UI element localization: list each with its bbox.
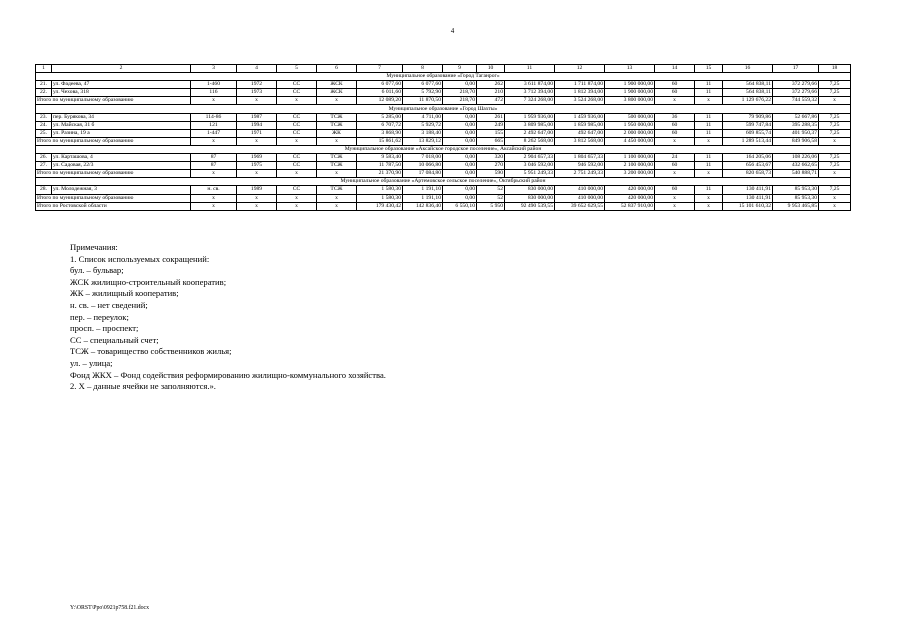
table-cell: 25. [36, 129, 52, 137]
table-cell: 820 658,73 [723, 170, 773, 178]
table-cell: 10 066,80 [403, 162, 443, 170]
table-cell: пер. Бурякова, 34 [52, 113, 191, 121]
table-cell: 114-86 [191, 113, 237, 121]
table-cell: 7,25 [819, 89, 851, 97]
table-cell: ул. Молодежная, 3 [52, 186, 191, 194]
table-cell: СС [277, 162, 317, 170]
section-title: Муниципальное образование «Аксайское городское поселение», Аксайский район [36, 145, 851, 153]
table-cell: 1987 [237, 113, 277, 121]
table-cell: 2 751 249,33 [555, 170, 605, 178]
table-cell: 472 [477, 97, 505, 105]
table-cell: 11 [695, 154, 723, 162]
table-cell: 0,00 [443, 154, 477, 162]
table-cell: 609 855,74 [723, 129, 773, 137]
section-title: Муниципальное образование «Город Шахты» [36, 105, 851, 113]
section-header-row [36, 105, 851, 113]
table-cell: 0,00 [443, 113, 477, 121]
table-cell: 15 861,62 [357, 137, 403, 145]
table-cell: 599 747,84 [723, 121, 773, 129]
column-number-row [36, 65, 851, 73]
total-row [36, 170, 851, 178]
table-cell: х [317, 97, 357, 105]
note-line: ТСЖ – товарищество собственников жилья; [70, 346, 232, 357]
table-cell: 36 [655, 113, 695, 121]
table-cell: 0,00 [443, 194, 477, 202]
table-cell: х [191, 202, 237, 210]
table-cell: 0,00 [443, 129, 477, 137]
column-number-cell: 10 [477, 65, 505, 73]
table-cell: СС [277, 113, 317, 121]
table-cell: 24. [36, 121, 52, 129]
note-line: ЖСК жилищно-строительный кооператив; [70, 276, 227, 287]
table-cell: 79 909,86 [723, 113, 773, 121]
table-cell: 27. [36, 162, 52, 170]
table-row [36, 121, 851, 129]
total-row [36, 194, 851, 202]
table-cell: х [317, 194, 357, 202]
table-cell: 7 324 268,00 [505, 97, 555, 105]
total-label: Итого по муниципальному образованию [36, 194, 191, 202]
table-cell: 7,25 [819, 186, 851, 194]
table-cell: 2 492 647,00 [505, 129, 555, 137]
table-cell: 11 [695, 162, 723, 170]
table-cell: 85 953,30 [773, 186, 819, 194]
table-cell: ул. Чехова, 318 [52, 89, 191, 97]
table-cell: 130 411,91 [723, 194, 773, 202]
table-cell: 28. [36, 186, 52, 194]
table-row [36, 81, 851, 89]
table-cell: 26. [36, 154, 52, 162]
table-cell: 130 411,91 [723, 186, 773, 194]
table-cell: 849 906,58 [773, 137, 819, 145]
table-cell: 3 812 568,00 [555, 137, 605, 145]
table-cell: 116 [191, 89, 237, 97]
note-line: пер. – переулок; [70, 311, 129, 322]
table-cell: х [277, 170, 317, 178]
table-cell: х [317, 137, 357, 145]
column-number-cell: 14 [655, 65, 695, 73]
table-cell: 744 559,32 [773, 97, 819, 105]
table-cell: 11 787,50 [357, 162, 403, 170]
table-cell: ТСЖ [317, 113, 357, 121]
table-cell: х [819, 137, 851, 145]
table-cell: 946 592,00 [555, 162, 605, 170]
table-cell: СС [277, 81, 317, 89]
column-number-cell: 17 [773, 65, 819, 73]
table-cell: 7 018,00 [403, 154, 443, 162]
page-number: 4 [450, 27, 455, 35]
table-cell: 0,00 [443, 81, 477, 89]
table-cell: х [237, 194, 277, 202]
table-cell: 7,25 [819, 154, 851, 162]
table-cell: 420 000,00 [605, 186, 655, 194]
table-cell: 11 [695, 81, 723, 89]
table-cell: ул. Карташова, 4 [52, 154, 191, 162]
table-cell: 60 [655, 129, 695, 137]
table-cell: СС [277, 186, 317, 194]
table-row [36, 129, 851, 137]
table-cell: х [819, 170, 851, 178]
table-cell: 8 262 568,00 [505, 137, 555, 145]
table-cell: 3 809 985,00 [505, 121, 555, 129]
table-cell: 87 [191, 154, 237, 162]
table-cell: 492 647,00 [555, 129, 605, 137]
table-cell: х [819, 202, 851, 210]
table-row [36, 89, 851, 97]
table-cell: 1 580,30 [357, 186, 403, 194]
table-cell: 1 289 513,44 [723, 137, 773, 145]
column-number-cell: 8 [403, 65, 443, 73]
table-cell: 1 959 936,00 [505, 113, 555, 121]
table-cell: 372 279,66 [773, 89, 819, 97]
table-cell: 1-460 [191, 81, 237, 89]
note-line: просп. – проспект; [70, 323, 139, 334]
table-cell: 1972 [237, 81, 277, 89]
table-cell: 1973 [237, 89, 277, 97]
table-cell: 3 611 874,00 [505, 81, 555, 89]
table-cell: 261 [477, 113, 505, 121]
column-number-cell: 15 [695, 65, 723, 73]
table-cell: 1 711 874,00 [555, 81, 605, 89]
table-cell: 7,25 [819, 129, 851, 137]
table-cell: 52 [477, 194, 505, 202]
table-cell: 5 950 [477, 202, 505, 210]
note-line: Фонд ЖКХ – Фонд содействия реформированию жилищно-коммунального хозяйства. [70, 369, 386, 380]
note-line: бул. – бульвар; [70, 265, 124, 276]
notes-heading: Примечания: [70, 242, 118, 252]
table-cell: СС [277, 154, 317, 162]
total-label: Итого по Ростовской области [36, 202, 191, 210]
note-line: СС – специальный счет; [70, 334, 159, 345]
table-cell: 2 000 000,00 [605, 129, 655, 137]
table-cell: 395 288,35 [773, 121, 819, 129]
table-cell: 23. [36, 113, 52, 121]
note-line: ул. – улица; [70, 357, 113, 368]
table-cell: 320 [477, 154, 505, 162]
table-cell: 564 838,11 [723, 89, 773, 97]
table-cell: 3 868,90 [357, 129, 403, 137]
table-cell: 1994 [237, 121, 277, 129]
table-cell: 11 [695, 121, 723, 129]
table-cell: х [237, 170, 277, 178]
table-cell: 6 077,60 [403, 81, 443, 89]
table-cell: 7,25 [819, 81, 851, 89]
table-cell: х [237, 202, 277, 210]
table-cell: 372 279,66 [773, 81, 819, 89]
table-cell: 218,70 [443, 89, 477, 97]
table-cell: 0,00 [443, 121, 477, 129]
table-cell: 92 490 539,55 [505, 202, 555, 210]
table-row [36, 154, 851, 162]
table-cell: 2 904 657,33 [505, 154, 555, 162]
table-cell: 1 191,10 [403, 194, 443, 202]
table-cell: 1 950 000,00 [605, 121, 655, 129]
table-cell: 155 [477, 129, 505, 137]
table-cell: х [695, 194, 723, 202]
table-cell: 85 953,30 [773, 194, 819, 202]
column-number-cell: 6 [317, 65, 357, 73]
table-cell: 420 000,00 [605, 194, 655, 202]
table-cell: х [819, 194, 851, 202]
table-cell: 52 [477, 186, 505, 194]
table-cell: 3 800 000,00 [605, 97, 655, 105]
table-cell: 410 000,00 [555, 186, 605, 194]
table-cell: 1971 [237, 129, 277, 137]
table-cell: 60 [655, 81, 695, 89]
table-cell: 11 [695, 129, 723, 137]
total-row [36, 137, 851, 145]
table-cell: 1975 [237, 162, 277, 170]
table-cell: 2 100 000,00 [605, 162, 655, 170]
table-cell: х [277, 194, 317, 202]
table-cell: 3 200 000,00 [605, 170, 655, 178]
table-cell: х [317, 170, 357, 178]
table-cell: 11 [695, 89, 723, 97]
table-cell: 1 580,30 [357, 194, 403, 202]
table-cell: 210 [477, 89, 505, 97]
table-cell: 4 450 000,00 [605, 137, 655, 145]
table-cell: 21. [36, 81, 52, 89]
table-cell: 1 100 000,00 [605, 154, 655, 162]
table-cell: 540 888,71 [773, 170, 819, 178]
table-cell: х [237, 97, 277, 105]
table-cell: 1 129 676,22 [723, 97, 773, 105]
table-cell: х [237, 137, 277, 145]
note-line: ЖК – жилищный кооператив; [70, 288, 179, 299]
table-cell: ТСЖ [317, 162, 357, 170]
table-cell: 656 453,67 [723, 162, 773, 170]
table-cell: 4 711,00 [403, 113, 443, 121]
table-cell: 13 829,12 [403, 137, 443, 145]
table-cell: 11 [695, 186, 723, 194]
column-number-cell: 9 [443, 65, 477, 73]
table-cell: 270 [477, 162, 505, 170]
buildings-table [35, 64, 851, 211]
table-cell: 1 900 000,00 [605, 89, 655, 97]
notes-section [70, 242, 386, 393]
table-cell: н. св. [191, 186, 237, 194]
table-cell: 52 667,86 [773, 113, 819, 121]
table-cell: х [695, 170, 723, 178]
column-number-cell: 1 [36, 65, 52, 73]
table-cell: 410 000,00 [555, 194, 605, 202]
table-cell: 164 205,06 [723, 154, 773, 162]
note-line: 2. Х – данные ячейки не заполняются.». [70, 381, 216, 392]
table-cell: 9 953 465,85 [773, 202, 819, 210]
table-cell: 60 [655, 89, 695, 97]
column-number-cell: 2 [52, 65, 191, 73]
table-cell: 1 812 394,00 [555, 89, 605, 97]
table-cell: СС [277, 121, 317, 129]
table-cell: ТСЖ [317, 186, 357, 194]
table-cell: 0,00 [443, 186, 477, 194]
table-cell: 6 550,10 [443, 202, 477, 210]
table-cell: х [819, 97, 851, 105]
table-cell: 5 929,72 [403, 121, 443, 129]
table-cell: 830 000,00 [505, 186, 555, 194]
table-cell: 52 837 910,00 [605, 202, 655, 210]
total-row [36, 202, 851, 210]
table-cell: 262 [477, 81, 505, 89]
table-cell: х [191, 170, 237, 178]
table-cell: 3 524 268,00 [555, 97, 605, 105]
table-cell: х [655, 202, 695, 210]
table-cell: х [655, 194, 695, 202]
note-line: 1. Список используемых сокращений: [70, 253, 210, 264]
table-cell: 12 089,20 [357, 97, 403, 105]
table-cell: 249 [477, 121, 505, 129]
table-cell: 60 [655, 186, 695, 194]
table-cell: СС [277, 89, 317, 97]
table-cell: х [277, 137, 317, 145]
table-cell: 564 838,11 [723, 81, 773, 89]
table-cell: 665 [477, 137, 505, 145]
table-cell: 60 [655, 121, 695, 129]
table-cell: 179 430,42 [357, 202, 403, 210]
total-label: Итого по муниципальному образованию [36, 170, 191, 178]
column-number-cell: 5 [277, 65, 317, 73]
table-cell: х [277, 97, 317, 105]
table-cell: ЖСК [317, 89, 357, 97]
table-cell: ЖСК [317, 81, 357, 89]
table-cell: 6 011,60 [357, 89, 403, 97]
note-line: н. св. – нет сведений; [70, 299, 148, 310]
table-cell: х [695, 137, 723, 145]
table-cell: х [695, 202, 723, 210]
table-cell: 3 046 592,00 [505, 162, 555, 170]
table-cell: 1 459 936,00 [555, 113, 605, 121]
table-row [36, 162, 851, 170]
table-cell: 3 188,40 [403, 129, 443, 137]
column-number-cell: 4 [237, 65, 277, 73]
table-cell: х [655, 97, 695, 105]
table-cell: х [191, 194, 237, 202]
table-cell: 87 [191, 162, 237, 170]
table-cell: 0,00 [443, 137, 477, 145]
table-cell: х [191, 137, 237, 145]
table-cell: 24 [655, 154, 695, 162]
file-path-footer: Y:\ORST\Ppo\0921p758.f21.docx [70, 605, 150, 611]
table-cell: 17 084,80 [403, 170, 443, 178]
table-cell: 121 [191, 121, 237, 129]
total-row [36, 97, 851, 105]
section-title: Муниципальное образование «Артемовское сельское поселение», Октябрьский район [36, 178, 851, 186]
table-cell: 3 712 394,00 [505, 89, 555, 97]
table-cell: 9 583,40 [357, 154, 403, 162]
table-cell: 0,00 [443, 170, 477, 178]
table-cell: 432 662,65 [773, 162, 819, 170]
table-cell: 218,70 [443, 97, 477, 105]
table-cell: 6 707,72 [357, 121, 403, 129]
table-cell: 0,00 [443, 162, 477, 170]
column-number-cell: 3 [191, 65, 237, 73]
column-number-cell: 11 [505, 65, 555, 73]
table-cell: ул. Майская, 31 б [52, 121, 191, 129]
table-row [36, 113, 851, 121]
table-cell: СС [277, 129, 317, 137]
table-cell: ТСЖ [317, 154, 357, 162]
column-number-cell: 12 [555, 65, 605, 73]
table-cell: ул. Садовая, 22/3 [52, 162, 191, 170]
table-cell: 1 859 985,00 [555, 121, 605, 129]
table-cell: 1989 [237, 186, 277, 194]
section-header-row [36, 145, 851, 153]
table-cell: 21 370,90 [357, 170, 403, 178]
table-cell: 1-447 [191, 129, 237, 137]
table-cell: х [317, 202, 357, 210]
table-cell: 1969 [237, 154, 277, 162]
table-cell: 15 101 610,32 [723, 202, 773, 210]
table-cell: ТСЖ [317, 121, 357, 129]
table-cell: 108 226,06 [773, 154, 819, 162]
table-cell: 60 [655, 162, 695, 170]
table-cell: 1 900 000,00 [605, 81, 655, 89]
table-cell: 7,25 [819, 162, 851, 170]
table-cell: 590 [477, 170, 505, 178]
table-cell: 11 [695, 113, 723, 121]
table-cell: х [191, 97, 237, 105]
column-number-cell: 13 [605, 65, 655, 73]
table-cell: 39 652 629,55 [555, 202, 605, 210]
table-cell: 6 077,60 [357, 81, 403, 89]
table-cell: ул. Фадеева, 47 [52, 81, 191, 89]
table-cell: 5 285,00 [357, 113, 403, 121]
table-cell: 401 950,37 [773, 129, 819, 137]
column-number-cell: 16 [723, 65, 773, 73]
table-cell: 22. [36, 89, 52, 97]
table-cell: 7,25 [819, 113, 851, 121]
table-cell: 830 000,00 [505, 194, 555, 202]
table-cell: х [655, 170, 695, 178]
table-cell: ул. Разина, 19 а [52, 129, 191, 137]
table-row [36, 186, 851, 194]
column-number-cell: 18 [819, 65, 851, 73]
section-title: Муниципальное образование «Город Таганрог» [36, 73, 851, 81]
table-cell: х [277, 202, 317, 210]
table-cell: 1 191,10 [403, 186, 443, 194]
table-cell: х [655, 137, 695, 145]
table-cell: х [695, 97, 723, 105]
table-cell: 5 792,90 [403, 89, 443, 97]
section-header-row [36, 178, 851, 186]
column-number-cell: 7 [357, 65, 403, 73]
section-header-row [36, 73, 851, 81]
table-cell: 5 951 249,33 [505, 170, 555, 178]
table-cell: 1 804 657,33 [555, 154, 605, 162]
total-label: Итого по муниципальному образованию [36, 137, 191, 145]
total-label: Итого по муниципальному образованию [36, 97, 191, 105]
table-cell: 7,25 [819, 121, 851, 129]
table-cell: 11 870,50 [403, 97, 443, 105]
table-cell: 142 836,40 [403, 202, 443, 210]
table-cell: ЖК [317, 129, 357, 137]
table-cell: 500 000,00 [605, 113, 655, 121]
